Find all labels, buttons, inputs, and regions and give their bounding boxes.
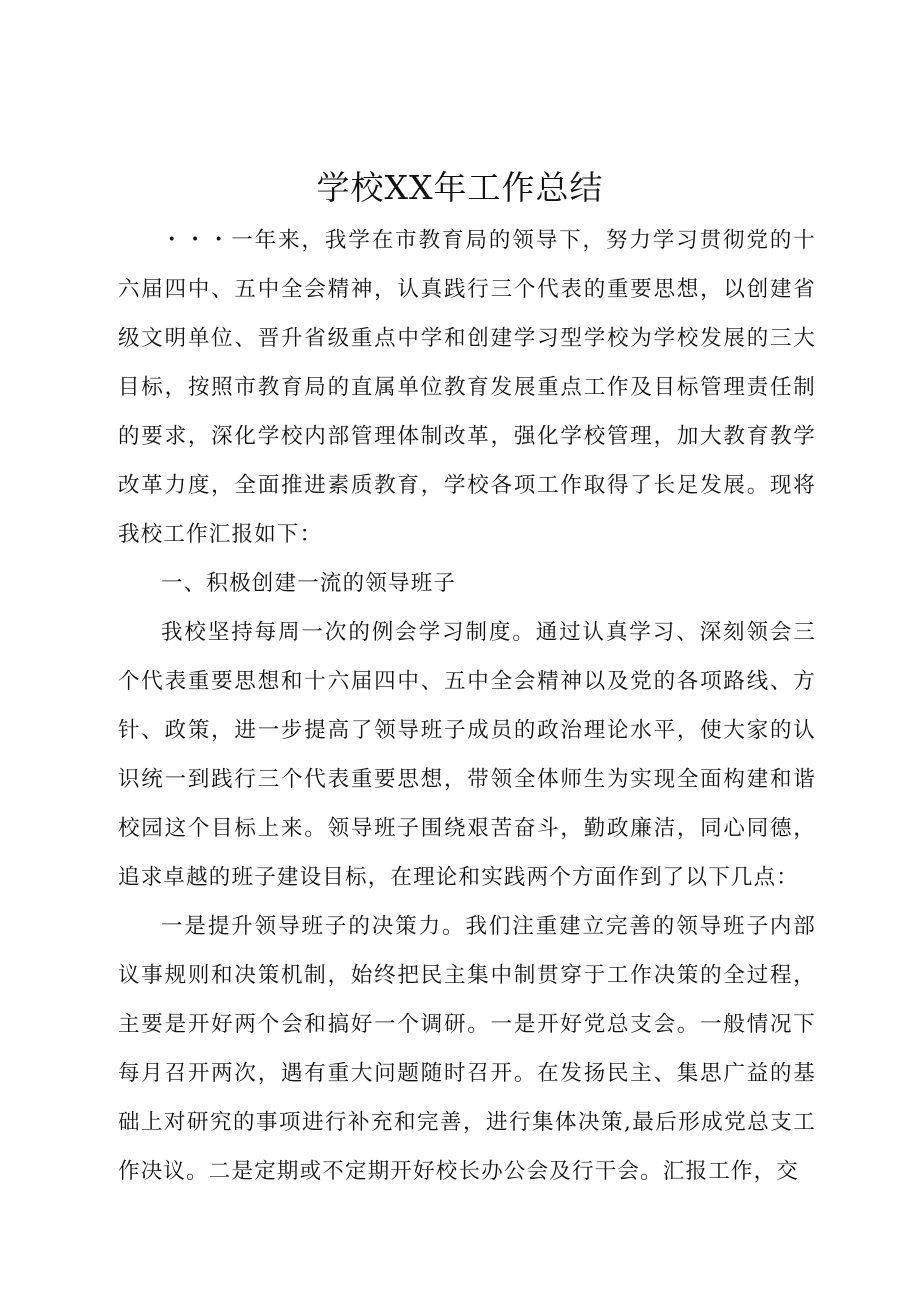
document-body xyxy=(118,216,816,1196)
paragraph-study-system: 我校坚持每周一次的例会学习制度。通过认真学习、深刻领会三个代表重要思想和十六届四中、五中全会精神以及党的各项路线、方针、政策，进一步提高了领导班子成员的政治理论水平，使大家的认识统一到践行三个代表重要思想，带领全体师生为实现全面构建和谐校园这个目标上来。领导班子围绕艰苦奋斗，勤政廉洁，同心同德，追求卓越的班子建设目标，在理论和实践两个方面作到了以下几点： xyxy=(118,620,816,890)
section-heading-1: 一、积极创建一流的领导班子 xyxy=(161,571,457,596)
document-title: 学校XX年工作总结 xyxy=(316,168,604,207)
paragraph-intro: ・・・一年来，我学在市教育局的领导下，努力学习贯彻党的十六届四中、五中全会精神，认真践行三个代表的重要思想，以创建省级文明单位、晋升省级重点中学和创建学习型学校为学校发展的三大目标，按照市教育局的直属单位教育发展重点工作及目标管理责任制的要求，深化学校内部管理体制改革，强化学校管理，加大教育教学改革力度，全面推进素质教育，学校各项工作取得了长足发展。现将我校工作汇报如下： xyxy=(118,228,816,547)
paragraph-decision-making: 一是提升领导班子的决策力。我们注重建立完善的领导班子内部议事规则和决策机制，始终把民主集中制贯穿于工作决策的全过程，主要是开好两个会和搞好一个调研。一是开好党总支会。一般情况下每月召开两次，遇有重大问题随时召开。在发扬民主、集思广益的基础上对研究的事项进行补充和完善，进行集体决策,最后形成党总支工作决议。二是定期或不定期开好校长办公会及行干会。汇报工作，交 xyxy=(118,914,816,1184)
